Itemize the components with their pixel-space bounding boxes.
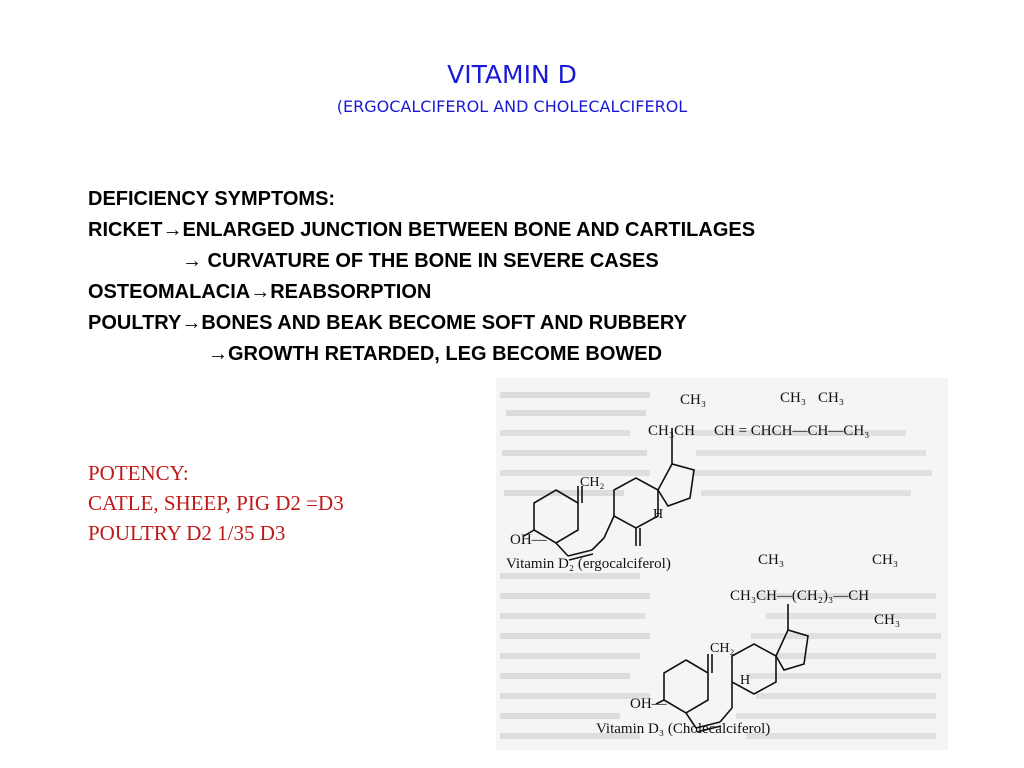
d3-ch3-top: CH₃	[758, 552, 785, 568]
d2-side-chain: CH = CHCH—CH—CH₃	[714, 423, 870, 439]
d3-ch3-b: CH₃	[874, 612, 901, 628]
vitamin-d3-structure	[656, 604, 808, 732]
right-arrow-icon: →	[162, 219, 183, 241]
rickets-line-2	[182, 246, 659, 277]
right-arrow-icon: →	[182, 250, 202, 272]
rickets-symptom-2: CURVATURE OF THE BONE IN SEVERE CASES	[202, 250, 659, 272]
d3-oh: OH—	[630, 696, 667, 712]
d2-oh: OH—	[510, 532, 547, 548]
potency-line-2: POULTRY D2 1/35 D3	[88, 521, 286, 545]
osteomalacia-label: OSTEOMALACIA	[88, 281, 251, 303]
d2-ch2: CH₂	[580, 475, 605, 490]
potency-heading: POTENCY:	[88, 461, 189, 485]
d2-caption: Vitamin D₂ (ergocalciferol)	[506, 556, 671, 572]
deficiency-heading: DEFICIENCY SYMPTOMS:	[88, 188, 336, 210]
slide-subtitle: (ERGOCALCIFEROL AND CHOLECALCIFEROL	[336, 97, 688, 116]
osteomalacia-line	[88, 277, 431, 308]
d3-ch2: CH₂	[710, 641, 735, 656]
rickets-label: RICKET	[88, 219, 163, 241]
d2-ch3ch: CH₃CH	[648, 423, 695, 439]
slide-title: VITAMIN D	[447, 60, 577, 89]
right-arrow-icon: →	[181, 312, 202, 334]
vitamin-d-structure-figure	[496, 378, 948, 750]
osteomalacia-symptom: REABSORPTION	[270, 281, 432, 303]
d3-h: H	[740, 673, 751, 688]
d3-side-chain: CH₃CH—(CH₂)₃—CH	[730, 588, 870, 604]
poultry-symptom-1: BONES AND BEAK BECOME SOFT AND RUBBERY	[201, 312, 687, 334]
poultry-line-2	[208, 339, 662, 370]
right-arrow-icon: →	[208, 343, 228, 365]
d2-ch3-top: CH₃	[680, 392, 707, 408]
d3-caption: Vitamin D₃ (Cholecalciferol)	[596, 721, 771, 737]
potency-line-1: CATLE, SHEEP, PIG D2 =D3	[88, 491, 344, 515]
right-arrow-icon: →	[250, 281, 271, 303]
d2-h: H	[653, 507, 664, 522]
poultry-symptom-2: GROWTH RETARDED, LEG BECOME BOWED	[228, 343, 663, 365]
poultry-label: POULTRY	[88, 312, 182, 334]
structure-drawing	[496, 378, 948, 750]
d2-ch3-b: CH₃	[818, 390, 845, 406]
rickets-symptom-1: ENLARGED JUNCTION BETWEEN BONE AND CARTILAGES	[182, 219, 756, 241]
rickets-line-1	[88, 215, 755, 246]
d2-ch3-a: CH₃	[780, 390, 807, 406]
poultry-line-1	[88, 308, 687, 339]
d3-ch3-a: CH₃	[872, 552, 899, 568]
